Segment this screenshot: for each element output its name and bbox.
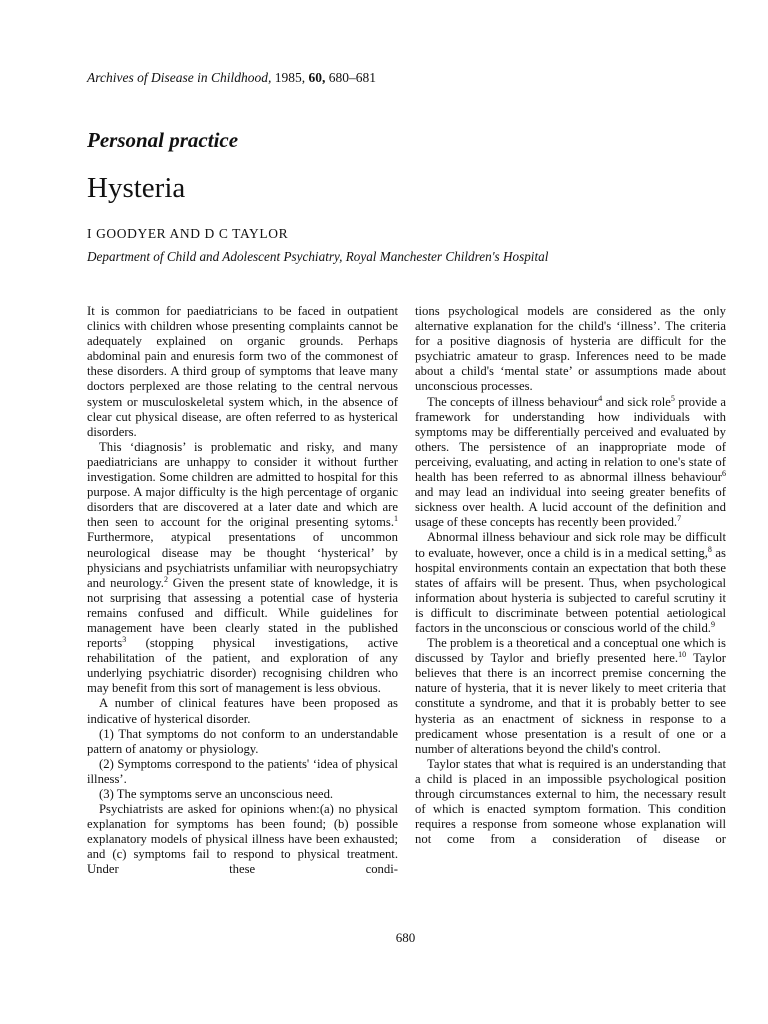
paragraph [415,636,726,757]
affiliation: Department of Child and Adolescent Psychiatry, Royal Manchester Children's Hospital [87,249,549,264]
paragraph-text: (stopping physical investigations, active rehabilitation of the patient, and exploration of any underlying psychiatric disorder) recognising children who may benefit from this sort of management is less obvious. [87,636,398,696]
page-number: 680 [395,930,416,945]
reference-marker[interactable]: 9 [710,619,715,629]
paragraph-text: as hospital environments contain an expectation that both these states of affairs will be present. Thus, when psychological information about hysteria is subjected to careful scrutiny it is difficult to discriminate between potential aetiological factors in the unconscious or conscious world of the child. [415,545,726,635]
journal-citation [87,70,376,86]
paragraph-text: and may lead an individual into seeing greater benefits of sickness over health. A lucid account of the definition and usage of these concepts has recently been provided. [415,485,726,530]
list-item: (1) That symptoms do not conform to an understandable pattern of anatomy or physiology. [87,726,398,756]
section-label: Personal practice [87,128,239,152]
paragraph-text: The problem is a theoretical and a conceptual one which is discussed by Taylor and briefly presented here. [415,636,726,666]
paragraph [87,440,398,697]
paragraph: tions psychological models are considered as the only alternative explanation for the child's ‘illness’. The criteria for a positive diagnosis of hysteria are difficult for the psychiatric amateur to grasp. Inferences need to be made about a child's ‘mental state’ or assumptions made about unconscious processes. [415,304,726,394]
paragraph-text: Abnormal illness behaviour and sick role may be difficult to evaluate, however, once a child is in a medical setting, [415,530,726,560]
reference-marker[interactable]: 2 [163,574,168,584]
paragraph: A number of clinical features have been proposed as indicative of hysterical disorder. [87,696,398,726]
body-column-left [87,304,398,878]
reference-marker[interactable]: 5 [670,393,675,403]
paragraph: Taylor states that what is required is an understanding that a child is placed in an impossible psychological position through circumstances external to him, the necessary result of which is enacted symptom formation. This condition requires a response from someone whose explanation will not come from a consideration of disease or [415,756,726,847]
paragraph [415,530,726,636]
journal-volume: 60, [308,70,326,85]
reference-marker[interactable]: 6 [722,469,726,479]
reference-marker[interactable]: 4 [598,393,603,403]
paragraph-text: provide a framework for understanding how individuals with symptoms may be differentially perceived and evaluated by others. The persistence of an inappropriate mode of perceiving, evaluating, and acting in relation to one's state of health has been referred to as abnormal illness behaviour [415,394,726,485]
paragraph-text: and sick role [602,394,671,409]
reference-marker[interactable]: 10 [678,650,687,660]
reference-marker[interactable]: 8 [707,544,712,554]
paragraph-text: Given the present state of knowledge, it is not surprising that assessing a potential case of hysteria remains confused and difficult. While guidelines for management have been clearly stated in the published reports [87,575,398,651]
paragraph-text: Taylor believes that there is an incorrect premise concerning the nature of hysteria, that it is never likely to meet criteria that constitute a syndrome, and that it is probably better to see hysteria as an enactment of sickness in response to a predicament whose presentation is a result of one or a number of alterations beyond the child's control. [415,651,726,756]
journal-year: 1985, [274,70,306,85]
paragraph-text: This ‘diagnosis’ is problematic and risky, and many paediatricians are unhappy to consider it without further investigation. Some children are admitted to hospital for this purpose. A major difficulty is the high percentage of organic disorders that are discovered at a later date and which are then seen to account for the original presenting sytoms. [87,439,398,530]
body-column-right [415,304,726,847]
list-item: (3) The symptoms serve an unconscious need. [99,787,334,801]
reference-marker[interactable]: 3 [122,635,127,645]
paragraph-text: The concepts of illness behaviour [427,394,599,409]
paragraph [415,395,726,531]
article-title: Hysteria [87,172,186,204]
reference-marker[interactable]: 1 [394,514,398,524]
list-item: (2) Symptoms correspond to the patients' ‘idea of physical illness’. [87,756,398,786]
paragraph-text: Furthermore, atypical presentations of uncommon neurological disease may be thought ‘hysterical’ by physicians and psychiatrists unfamiliar with neuropsychiatry and neurology. [87,530,398,590]
journal-name: Archives of Disease in Childhood, [87,70,272,85]
authors: I GOODYER AND D C TAYLOR [87,226,289,241]
paragraph: It is common for paediatricians to be faced in outpatient clinics with children whose presenting complaints cannot be adequately explained on organic grounds. Perhaps abdominal pain and enuresis form two of the commonest of these disorders. A third group of symptoms that leave many doctors perplexed are those relating to the central nervous system or musculoskeletal system which, in the absence of clear cut physical disease, are often referred to as hysterical disorders. [87,304,398,439]
reference-marker[interactable]: 7 [677,514,682,524]
paragraph: Psychiatrists are asked for opinions when:(a) no physical explanation for symptoms has been found; (b) possible explanatory models of physical illness have been exhausted; and (c) symptoms fail to respond to physical treatment. Under these condi- [87,802,398,877]
journal-pages: 680–681 [328,70,376,85]
